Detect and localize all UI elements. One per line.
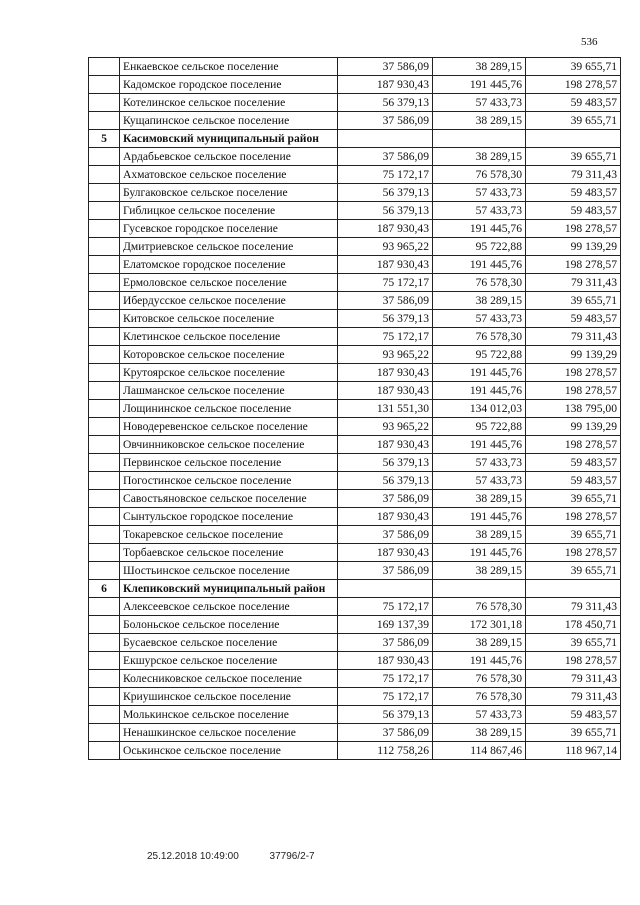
table-row — [89, 94, 621, 112]
value-1-cell: 75 172,17 — [338, 274, 433, 292]
row-number-cell — [89, 454, 120, 472]
row-number-cell — [89, 652, 120, 670]
settlement-name-cell: Овчинниковское сельское поселение — [120, 436, 338, 454]
table-row — [89, 382, 621, 400]
value-1-cell: 187 930,43 — [338, 76, 433, 94]
row-number-cell — [89, 724, 120, 742]
value-2-cell: 191 445,76 — [433, 652, 526, 670]
value-1-cell: 56 379,13 — [338, 310, 433, 328]
row-number-cell — [89, 634, 120, 652]
row-number-cell — [89, 256, 120, 274]
value-1-cell: 37 586,09 — [338, 112, 433, 130]
table-row — [89, 472, 621, 490]
value-3-cell: 198 278,57 — [526, 256, 621, 274]
value-3-cell: 79 311,43 — [526, 166, 621, 184]
value-2-cell: 38 289,15 — [433, 490, 526, 508]
value-2-cell: 76 578,30 — [433, 598, 526, 616]
row-number-cell — [89, 364, 120, 382]
value-1-cell: 75 172,17 — [338, 688, 433, 706]
value-3-cell: 39 655,71 — [526, 526, 621, 544]
settlement-name-cell: Бусаевское сельское поселение — [120, 634, 338, 652]
table-row — [89, 202, 621, 220]
table-row — [89, 490, 621, 508]
value-2-cell: 38 289,15 — [433, 148, 526, 166]
value-1-cell: 93 965,22 — [338, 238, 433, 256]
table-row — [89, 742, 621, 760]
value-3-cell: 79 311,43 — [526, 670, 621, 688]
row-number-cell — [89, 562, 120, 580]
value-2-cell: 191 445,76 — [433, 220, 526, 238]
value-3-cell: 59 483,57 — [526, 472, 621, 490]
settlement-name-cell: Елатомское городское поселение — [120, 256, 338, 274]
table-row — [89, 634, 621, 652]
settlement-name-cell: Гиблицкое сельское поселение — [120, 202, 338, 220]
row-number-cell: 6 — [89, 580, 120, 598]
row-number-cell — [89, 472, 120, 490]
row-number-cell — [89, 238, 120, 256]
value-2-cell: 191 445,76 — [433, 256, 526, 274]
district-header-row — [89, 580, 621, 598]
value-1-cell: 93 965,22 — [338, 418, 433, 436]
value-1-cell: 131 551,30 — [338, 400, 433, 418]
value-1-cell: 37 586,09 — [338, 526, 433, 544]
value-1-cell: 75 172,17 — [338, 670, 433, 688]
settlement-name-cell: Криушинское сельское поселение — [120, 688, 338, 706]
row-number-cell — [89, 508, 120, 526]
settlement-name-cell: Алексеевское сельское поселение — [120, 598, 338, 616]
row-number-cell — [89, 76, 120, 94]
value-2-cell: 38 289,15 — [433, 526, 526, 544]
settlement-name-cell: Ибердусское сельское поселение — [120, 292, 338, 310]
settlement-name-cell: Лощининское сельское поселение — [120, 400, 338, 418]
value-1-cell: 37 586,09 — [338, 490, 433, 508]
value-1-cell: 56 379,13 — [338, 454, 433, 472]
table-row — [89, 526, 621, 544]
row-number-cell — [89, 544, 120, 562]
value-2-cell: 57 433,73 — [433, 202, 526, 220]
value-2-cell: 191 445,76 — [433, 382, 526, 400]
value-1-cell: 37 586,09 — [338, 148, 433, 166]
row-number-cell — [89, 166, 120, 184]
value-2-cell: 57 433,73 — [433, 706, 526, 724]
row-number-cell — [89, 706, 120, 724]
settlement-name-cell: Кущапинское сельское поселение — [120, 112, 338, 130]
row-number-cell — [89, 310, 120, 328]
value-1-cell: 187 930,43 — [338, 364, 433, 382]
budget-table — [88, 57, 621, 760]
row-number-cell — [89, 112, 120, 130]
row-number-cell — [89, 382, 120, 400]
value-2-cell: 76 578,30 — [433, 274, 526, 292]
value-1-cell: 187 930,43 — [338, 508, 433, 526]
value-1-cell: 37 586,09 — [338, 562, 433, 580]
value-1-cell: 187 930,43 — [338, 256, 433, 274]
table-row — [89, 688, 621, 706]
settlement-name-cell: Китовское сельское поселение — [120, 310, 338, 328]
value-1-cell: 56 379,13 — [338, 706, 433, 724]
row-number-cell — [89, 292, 120, 310]
table-row — [89, 562, 621, 580]
value-2-cell: 76 578,30 — [433, 166, 526, 184]
value-3-cell: 59 483,57 — [526, 454, 621, 472]
table-row — [89, 292, 621, 310]
value-2-cell: 191 445,76 — [433, 508, 526, 526]
value-1-cell: 187 930,43 — [338, 544, 433, 562]
settlement-name-cell: Погостинское сельское поселение — [120, 472, 338, 490]
value-3-cell: 39 655,71 — [526, 292, 621, 310]
settlement-name-cell: Крутоярское сельское поселение — [120, 364, 338, 382]
value-2-cell: 57 433,73 — [433, 454, 526, 472]
value-3-cell: 59 483,57 — [526, 94, 621, 112]
settlement-name-cell: Торбаевское сельское поселение — [120, 544, 338, 562]
value-1-cell: 112 758,26 — [338, 742, 433, 760]
value-3-cell: 39 655,71 — [526, 112, 621, 130]
settlement-name-cell: Клетинское сельское поселение — [120, 328, 338, 346]
value-2-cell: 38 289,15 — [433, 58, 526, 76]
row-number-cell — [89, 670, 120, 688]
settlement-name-cell: Молькинское сельское поселение — [120, 706, 338, 724]
row-number-cell — [89, 202, 120, 220]
table-row — [89, 508, 621, 526]
value-2-cell: 76 578,30 — [433, 328, 526, 346]
value-2-cell: 57 433,73 — [433, 184, 526, 202]
table-row — [89, 616, 621, 634]
value-1-cell: 75 172,17 — [338, 166, 433, 184]
table-row — [89, 706, 621, 724]
value-3-cell: 59 483,57 — [526, 184, 621, 202]
value-3-cell: 39 655,71 — [526, 148, 621, 166]
row-number-cell — [89, 490, 120, 508]
value-2-cell: 38 289,15 — [433, 562, 526, 580]
value-3-cell: 79 311,43 — [526, 328, 621, 346]
value-2-cell: 191 445,76 — [433, 76, 526, 94]
value-3-cell: 79 311,43 — [526, 688, 621, 706]
value-1-cell: 187 930,43 — [338, 436, 433, 454]
value-2-cell: 76 578,30 — [433, 670, 526, 688]
table-row — [89, 346, 621, 364]
settlement-name-cell: Оськинское сельское поселение — [120, 742, 338, 760]
footer-timestamp: 25.12.2018 10:49:00 — [147, 851, 239, 862]
row-number-cell — [89, 598, 120, 616]
settlement-name-cell: Новодеревенское сельское поселение — [120, 418, 338, 436]
settlement-name-cell: Которовское сельское поселение — [120, 346, 338, 364]
value-2-cell: 57 433,73 — [433, 472, 526, 490]
value-3-cell: 59 483,57 — [526, 310, 621, 328]
value-2-cell: 114 867,46 — [433, 742, 526, 760]
value-2-cell: 172 301,18 — [433, 616, 526, 634]
row-number-cell — [89, 346, 120, 364]
value-3-cell: 59 483,57 — [526, 202, 621, 220]
table-row — [89, 652, 621, 670]
value-2-cell: 38 289,15 — [433, 634, 526, 652]
value-2-cell: 95 722,88 — [433, 238, 526, 256]
row-number-cell — [89, 436, 120, 454]
footer-doc-id: 37796/2-7 — [269, 851, 315, 862]
table-row — [89, 400, 621, 418]
value-2-cell: 57 433,73 — [433, 310, 526, 328]
value-1-cell: 75 172,17 — [338, 328, 433, 346]
value-3-cell: 39 655,71 — [526, 724, 621, 742]
settlement-name-cell: Дмитриевское сельское поселение — [120, 238, 338, 256]
value-1-cell: 187 930,43 — [338, 382, 433, 400]
value-3-cell: 198 278,57 — [526, 382, 621, 400]
row-number-cell: 5 — [89, 130, 120, 148]
value-3-cell: 99 139,29 — [526, 346, 621, 364]
value-3-cell: 99 139,29 — [526, 418, 621, 436]
value-2-cell — [433, 580, 526, 598]
value-2-cell: 38 289,15 — [433, 724, 526, 742]
row-number-cell — [89, 616, 120, 634]
row-number-cell — [89, 220, 120, 238]
value-3-cell: 39 655,71 — [526, 58, 621, 76]
value-3-cell: 198 278,57 — [526, 436, 621, 454]
table-row — [89, 238, 621, 256]
settlement-name-cell: Клепиковский муниципальный район — [120, 580, 338, 598]
value-3-cell: 138 795,00 — [526, 400, 621, 418]
value-2-cell: 76 578,30 — [433, 688, 526, 706]
row-number-cell — [89, 418, 120, 436]
value-2-cell: 95 722,88 — [433, 418, 526, 436]
value-1-cell: 37 586,09 — [338, 634, 433, 652]
table-row — [89, 58, 621, 76]
value-1-cell: 169 137,39 — [338, 616, 433, 634]
value-1-cell: 187 930,43 — [338, 220, 433, 238]
value-3-cell: 198 278,57 — [526, 220, 621, 238]
settlement-name-cell: Ахматовское сельское поселение — [120, 166, 338, 184]
value-3-cell: 39 655,71 — [526, 490, 621, 508]
table-row — [89, 670, 621, 688]
table-row — [89, 274, 621, 292]
value-2-cell: 38 289,15 — [433, 112, 526, 130]
row-number-cell — [89, 274, 120, 292]
page-number: 536 — [581, 36, 598, 48]
value-1-cell: 93 965,22 — [338, 346, 433, 364]
row-number-cell — [89, 58, 120, 76]
value-2-cell — [433, 130, 526, 148]
value-3-cell: 198 278,57 — [526, 508, 621, 526]
value-3-cell: 198 278,57 — [526, 544, 621, 562]
table-row — [89, 436, 621, 454]
table-row — [89, 166, 621, 184]
table-row — [89, 328, 621, 346]
table-row — [89, 544, 621, 562]
settlement-name-cell: Колесниковское сельское поселение — [120, 670, 338, 688]
settlement-name-cell: Екшурское сельское поселение — [120, 652, 338, 670]
value-1-cell: 37 586,09 — [338, 58, 433, 76]
value-3-cell — [526, 580, 621, 598]
row-number-cell — [89, 328, 120, 346]
settlement-name-cell: Енкаевское сельское поселение — [120, 58, 338, 76]
value-2-cell: 191 445,76 — [433, 364, 526, 382]
settlement-name-cell: Савостьяновское сельское поселение — [120, 490, 338, 508]
table-row — [89, 184, 621, 202]
settlement-name-cell: Булгаковское сельское поселение — [120, 184, 338, 202]
settlement-name-cell: Кадомское городское поселение — [120, 76, 338, 94]
table-body — [89, 58, 621, 760]
value-1-cell: 56 379,13 — [338, 94, 433, 112]
footer — [147, 851, 315, 862]
value-2-cell: 134 012,03 — [433, 400, 526, 418]
value-3-cell: 118 967,14 — [526, 742, 621, 760]
row-number-cell — [89, 148, 120, 166]
value-1-cell: 187 930,43 — [338, 652, 433, 670]
value-3-cell: 178 450,71 — [526, 616, 621, 634]
value-1-cell: 56 379,13 — [338, 184, 433, 202]
row-number-cell — [89, 94, 120, 112]
settlement-name-cell: Шостьинское сельское поселение — [120, 562, 338, 580]
value-2-cell: 191 445,76 — [433, 544, 526, 562]
row-number-cell — [89, 742, 120, 760]
row-number-cell — [89, 184, 120, 202]
value-1-cell: 37 586,09 — [338, 292, 433, 310]
value-3-cell: 198 278,57 — [526, 76, 621, 94]
value-3-cell — [526, 130, 621, 148]
value-1-cell: 75 172,17 — [338, 598, 433, 616]
table-row — [89, 310, 621, 328]
table-row — [89, 454, 621, 472]
settlement-name-cell: Болоньское сельское поселение — [120, 616, 338, 634]
value-1-cell: 56 379,13 — [338, 202, 433, 220]
settlement-name-cell: Ардабьевское сельское поселение — [120, 148, 338, 166]
table-row — [89, 76, 621, 94]
value-3-cell: 99 139,29 — [526, 238, 621, 256]
row-number-cell — [89, 400, 120, 418]
value-2-cell: 57 433,73 — [433, 94, 526, 112]
settlement-name-cell: Первинское сельское поселение — [120, 454, 338, 472]
value-1-cell — [338, 130, 433, 148]
value-2-cell: 191 445,76 — [433, 436, 526, 454]
table-row — [89, 148, 621, 166]
settlement-name-cell: Сынтульское городское поселение — [120, 508, 338, 526]
row-number-cell — [89, 688, 120, 706]
settlement-name-cell: Гусевское городское поселение — [120, 220, 338, 238]
value-2-cell: 95 722,88 — [433, 346, 526, 364]
settlement-name-cell: Касимовский муниципальный район — [120, 130, 338, 148]
table-row — [89, 364, 621, 382]
value-3-cell: 59 483,57 — [526, 706, 621, 724]
value-1-cell: 37 586,09 — [338, 724, 433, 742]
value-1-cell: 56 379,13 — [338, 472, 433, 490]
table-row — [89, 220, 621, 238]
settlement-name-cell: Токаревское сельское поселение — [120, 526, 338, 544]
table-row — [89, 724, 621, 742]
settlement-name-cell: Котелинское сельское поселение — [120, 94, 338, 112]
value-3-cell: 39 655,71 — [526, 634, 621, 652]
value-3-cell: 79 311,43 — [526, 598, 621, 616]
settlement-name-cell: Ермоловское сельское поселение — [120, 274, 338, 292]
value-1-cell — [338, 580, 433, 598]
table-row — [89, 256, 621, 274]
table-row — [89, 418, 621, 436]
settlement-name-cell: Лашманское сельское поселение — [120, 382, 338, 400]
value-2-cell: 38 289,15 — [433, 292, 526, 310]
table-row — [89, 598, 621, 616]
settlement-name-cell: Ненашкинское сельское поселение — [120, 724, 338, 742]
value-3-cell: 198 278,57 — [526, 364, 621, 382]
value-3-cell: 79 311,43 — [526, 274, 621, 292]
district-header-row — [89, 130, 621, 148]
row-number-cell — [89, 526, 120, 544]
value-3-cell: 198 278,57 — [526, 652, 621, 670]
table-row — [89, 112, 621, 130]
value-3-cell: 39 655,71 — [526, 562, 621, 580]
